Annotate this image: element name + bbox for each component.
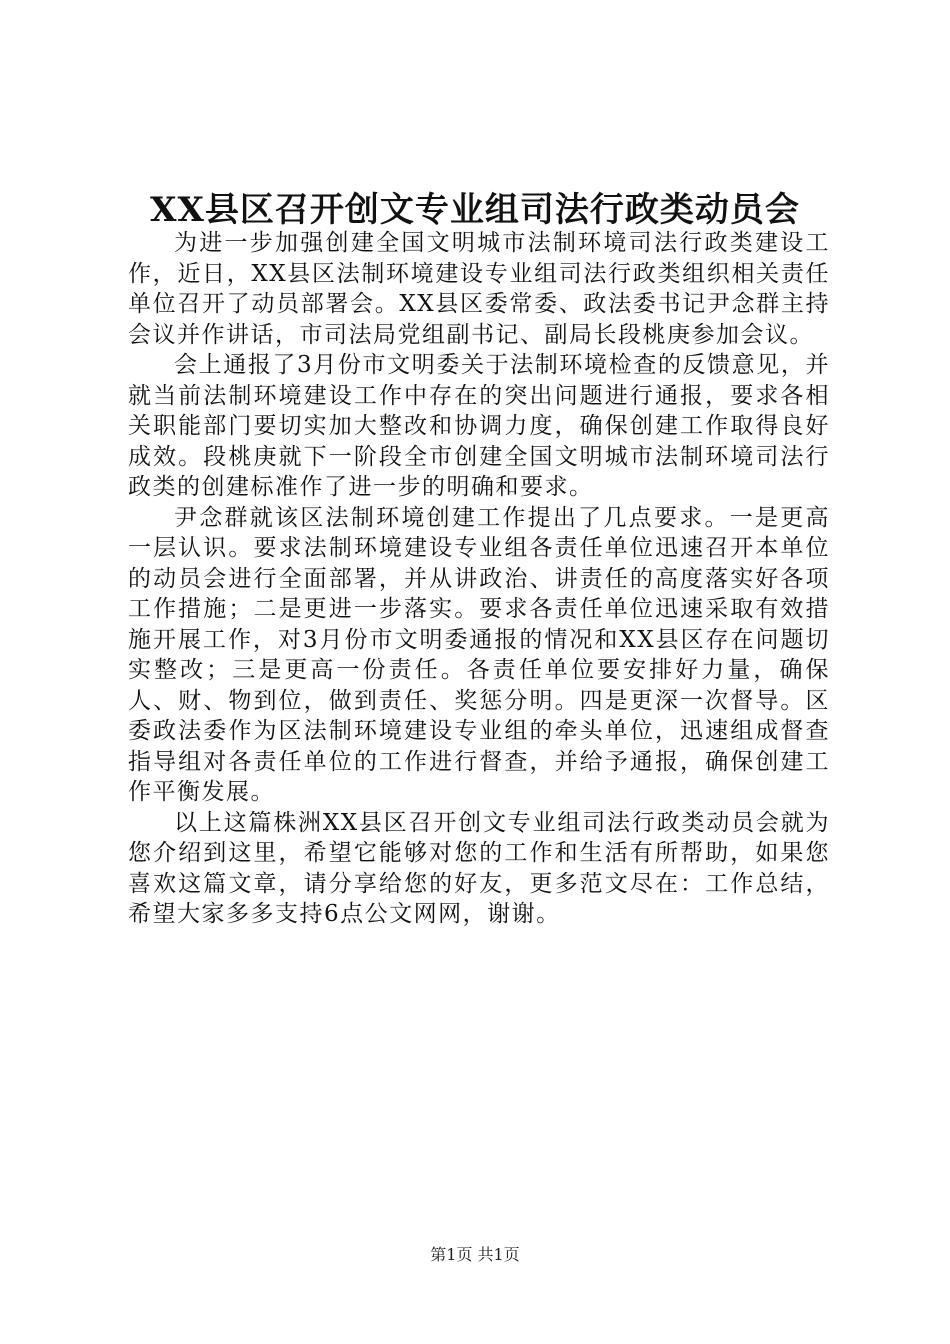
- body-paragraph-1: 为进一步加强创建全国文明城市法制环境司法行政类建设工作，近日，XX县区法制环境建设专业组司法行政类组织相关责任单位召开了动员部署会。XX县区委常委、政法委书记尹念群主持会议并作讲话，市司法局党组副书记、副局长段桃庚参加会议。: [128, 230, 830, 348]
- body-paragraph-2: 会上通报了3月份市文明委关于法制环境检查的反馈意见，并就当前法制环境建设工作中存在的突出问题进行通报，要求各相关职能部门要切实加大整改和协调力度，确保创建工作取得良好成效。段桃庚就下一阶段全市创建全国文明城市法制环境司法行政类的创建标准作了进一步的明确和要求。: [128, 352, 830, 500]
- document-title: XX县区召开创文专业组司法行政类动员会: [150, 190, 800, 230]
- body-paragraph-3: 尹念群就该区法制环境创建工作提出了几点要求。一是更高一层认识。要求法制环境建设专业组各责任单位迅速召开本单位的动员会进行全面部署，并从讲政治、讲责任的高度落实好各项工作措施；二是更进一步落实。要求各责任单位迅速采取有效措施开展工作，对3月份市文明委通报的情况和XX县区存在问题切实整改；三是更高一份责任。各责任单位要安排好力量，确保人、财、物到位，做到责任、奖惩分明。四是更深一次督导。区委政法委作为区法制环境建设专业组的牵头单位，迅速组成督查指导组对各责任单位的工作进行督查，并给予通报，确保创建工作平衡发展。: [128, 504, 830, 805]
- body-paragraph-4: 以上这篇株洲XX县区召开创文专业组司法行政类动员会就为您介绍到这里，希望它能够对您的工作和生活有所帮助，如果您喜欢这篇文章，请分享给您的好友，更多范文尽在：工作总结，希望大家多多支持6点公文网网，谢谢。: [128, 809, 830, 927]
- document-body: [128, 228, 830, 930]
- page-number-footer: 第1页 共1页: [430, 1245, 520, 1264]
